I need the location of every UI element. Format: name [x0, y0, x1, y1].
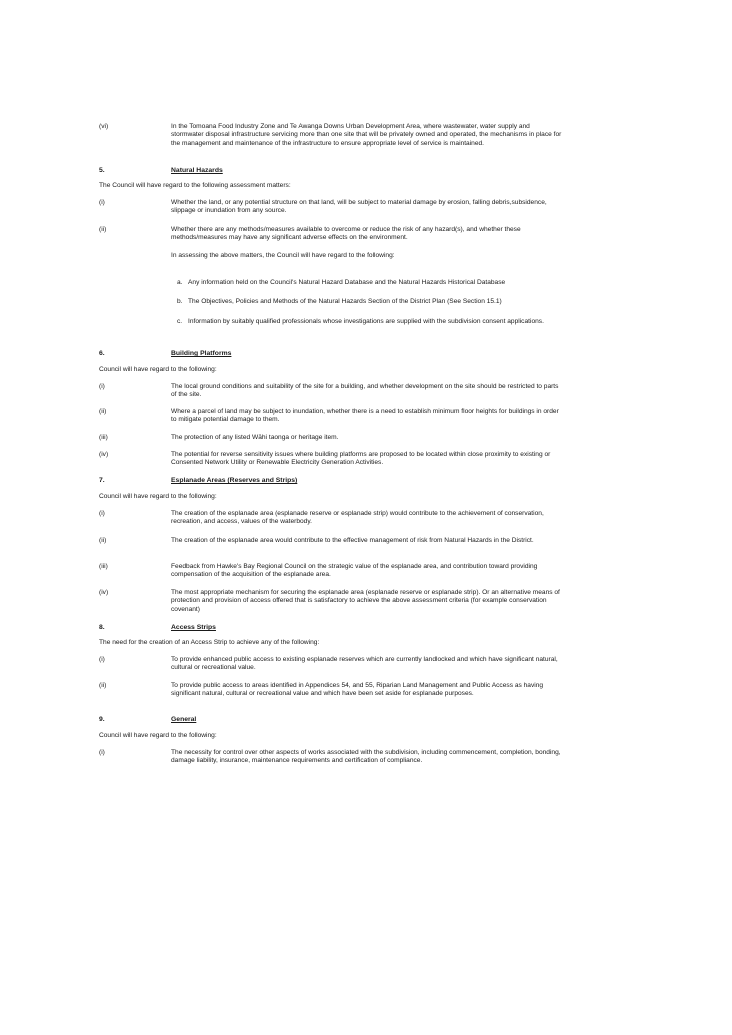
- item-text: To provide enhanced public access to existing esplanade reserves which are currently landlocked and which have significant natural, cultural or recreational value.: [171, 656, 558, 672]
- section-number: 9.: [99, 716, 105, 723]
- section-number: 6.: [99, 350, 105, 357]
- sub-item-letter: c.: [177, 318, 183, 325]
- section-title: Esplanade Areas (Reserves and Strips): [171, 477, 298, 484]
- item-number: (iv): [99, 589, 109, 596]
- item-number: (ii): [99, 682, 107, 689]
- item-number: (i): [99, 383, 105, 390]
- item-number: (i): [99, 656, 105, 663]
- item-number: (iii): [99, 434, 108, 441]
- item-text: To provide public access to areas identified in Appendices 54, and 55, Riparian Land Management and Public Access as having significant natural, cultural or recreational value and which have been set aside for esplanade purposes.: [171, 682, 544, 698]
- item-text: Whether the land, or any potential structure on that land, will be subject to material damage by erosion, falling debris,subsidence, slippage or inundation from any source.: [171, 199, 547, 215]
- intro-text: The Council will have regard to the following assessment matters:: [99, 182, 291, 189]
- item-text: The local ground conditions and suitability of the site for a building, and whether development on the site should be restricted to parts of the site.: [171, 383, 559, 399]
- item-number: (ii): [99, 537, 107, 544]
- section-title: Building Platforms: [171, 350, 232, 357]
- sub-item-letter: b.: [177, 298, 183, 305]
- item-text: The necessity for control over other aspects of works associated with the subdivision, including commencement, completion, bonding, damage liability, insurance, maintenance requirements and certification of compliance.: [171, 749, 561, 765]
- item-number: (iv): [99, 451, 109, 458]
- item-text: Feedback from Hawke's Bay Regional Council on the strategic value of the esplanade area, and contribution toward providing compensation of the acquisition of the esplanade area.: [171, 563, 538, 579]
- item-text: The most appropriate mechanism for securing the esplanade area (esplanade reserve or esplanade strip). Or an alternative means of protection and provision of access offered that is satisfactory to achieve the above assessment criteria (for example conservation covenant): [171, 589, 560, 613]
- intro-text: Council will have regard to the following:: [99, 366, 217, 373]
- item-number: (ii): [99, 408, 107, 415]
- item-text: In the Tomoana Food Industry Zone and Te Awanga Downs Urban Development Area, where wastewater, water supply and stormwater disposal infrastructure servicing more than one site that will be privately owned and operated, the mechanisms in place for the management and maintenance of the infrastructure to ensure appropriate level of service is maintained.: [171, 123, 562, 147]
- intro-text: Council will have regard to the following:: [99, 493, 217, 500]
- item-text: Whether there are any methods/measures available to overcome or reduce the risk of any hazard(s), and whether these methods/measures may have any significant adverse effects on the environment.: [171, 226, 521, 242]
- sub-intro-text: In assessing the above matters, the Council will have regard to the following:: [171, 252, 395, 259]
- sub-item-letter: a.: [177, 279, 183, 286]
- item-number: (i): [99, 199, 105, 206]
- item-text: The creation of the esplanade area would contribute to the effective management of risk from Natural Hazards in the District.: [171, 537, 534, 544]
- section-number: 8.: [99, 624, 105, 631]
- section-number: 5.: [99, 167, 105, 174]
- item-text: Where a parcel of land may be subject to inundation, whether there is a need to establish minimum floor heights for buildings in order to mitigate potential damage to them.: [171, 408, 559, 424]
- sub-item-text: The Objectives, Policies and Methods of the Natural Hazards Section of the District Plan (See Section 15.1): [188, 298, 502, 305]
- item-text: The protection of any listed Wāhi taonga or heritage item.: [171, 434, 339, 441]
- section-title: Access Strips: [171, 624, 216, 631]
- section-title: Natural Hazards: [171, 167, 223, 174]
- item-text: The potential for reverse sensitivity issues where building platforms are proposed to be located within close proximity to existing or Consented Network Utility or Renewable Electricity Generation Activities.: [171, 451, 551, 467]
- item-number: (ii): [99, 226, 107, 233]
- item-number: (iii): [99, 563, 108, 570]
- item-text: The creation of the esplanade area (esplanade reserve or esplanade strip) would contribute to the achievement of conservation, recreation, and access, values of the waterbody.: [171, 510, 544, 526]
- intro-text: The need for the creation of an Access Strip to achieve any of the following:: [99, 639, 320, 646]
- item-number: (vi): [99, 123, 109, 130]
- intro-text: Council will have regard to the following:: [99, 732, 217, 739]
- section-number: 7.: [99, 477, 105, 484]
- item-number: (i): [99, 510, 105, 517]
- item-number: (i): [99, 749, 105, 756]
- section-title: General: [171, 716, 197, 723]
- sub-item-text: Any information held on the Council's Natural Hazard Database and the Natural Hazards Historical Database: [188, 279, 506, 286]
- sub-item-text: Information by suitably qualified professionals whose investigations are supplied with the subdivision consent applications.: [188, 318, 544, 325]
